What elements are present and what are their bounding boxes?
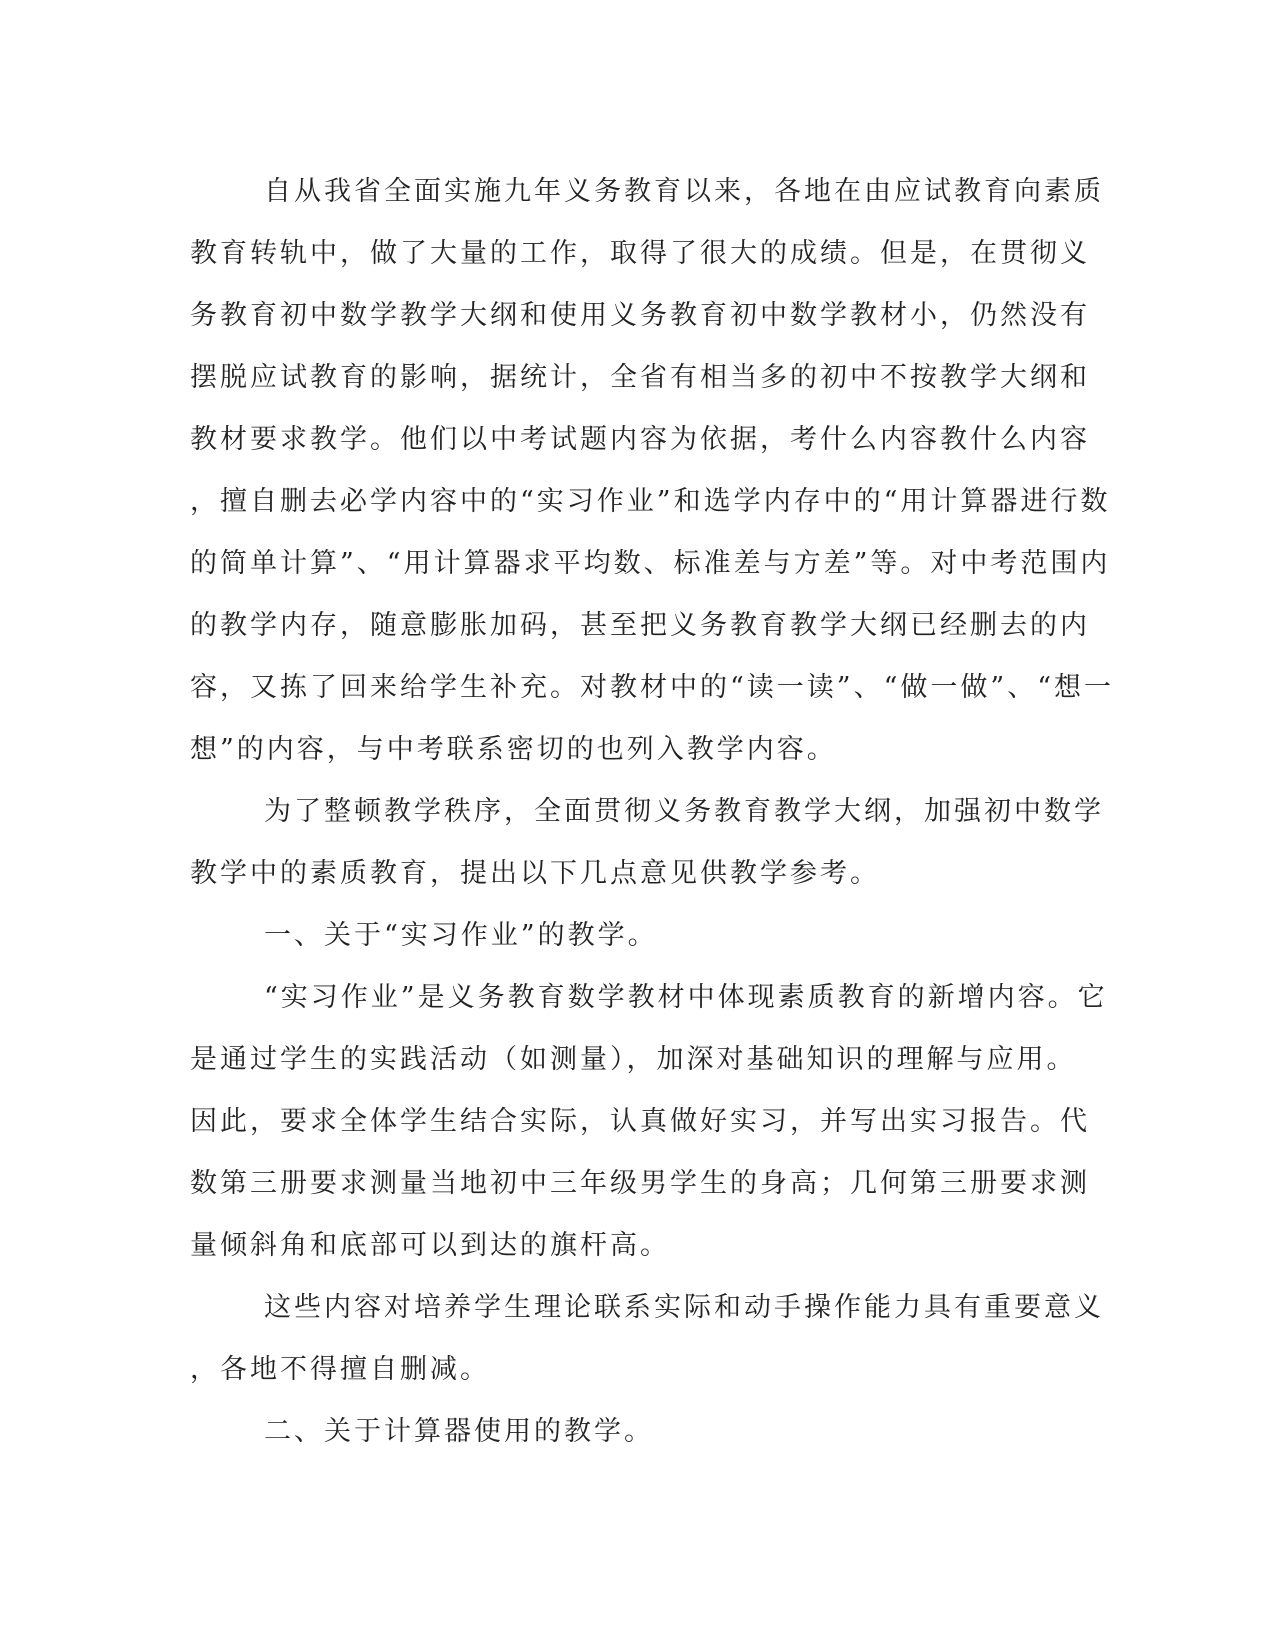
text-line: 教学中的素质教育，提出以下几点意见供教学参考。 bbox=[190, 858, 880, 889]
text-line: 摆脱应试教育的影响，据统计，全省有相当多的初中不按教学大纲和 bbox=[190, 362, 1090, 393]
text-line: 为了整顿教学秩序，全面贯彻义务教育教学大纲，加强初中数学 bbox=[264, 796, 1104, 827]
text-line: 自从我省全面实施九年义务教育以来，各地在由应试教育向素质 bbox=[264, 176, 1104, 207]
text-line: 量倾斜角和底部可以到达的旗杆高。 bbox=[190, 1230, 670, 1261]
document-body bbox=[190, 161, 1115, 1463]
text-line: “实习作业”是义务教育数学教材中体现素质教育的新增内容。它 bbox=[264, 982, 1108, 1013]
text-line: 的教学内存，随意膨胀加码，甚至把义务教育教学大纲已经删去的内 bbox=[190, 610, 1090, 641]
text-line: ，各地不得擅自删减。 bbox=[190, 1354, 490, 1385]
text-line: 因此，要求全体学生结合实际，认真做好实习，并写出实习报告。代 bbox=[190, 1106, 1090, 1137]
text-line: 务教育初中数学教学大纲和使用义务教育初中数学教材小，仍然没有 bbox=[190, 300, 1090, 331]
text-line: 容，又拣了回来给学生补充。对教材中的“读一读”、“做一做”、“想一 bbox=[190, 672, 1115, 703]
text-line: 的简单计算”、“用计算器求平均数、标准差与方差”等。对中考范围内 bbox=[190, 548, 1111, 579]
text-line: 数第三册要求测量当地初中三年级男学生的身高；几何第三册要求测 bbox=[190, 1168, 1090, 1199]
text-line: 想”的内容，与中考联系密切的也列入教学内容。 bbox=[190, 734, 837, 765]
text-line: 是通过学生的实践活动（如测量），加深对基础知识的理解与应用。 bbox=[190, 1044, 1077, 1075]
text-line: 教育转轨中，做了大量的工作，取得了很大的成绩。但是，在贯彻义 bbox=[190, 238, 1090, 269]
text-line: 教材要求教学。他们以中考试题内容为依据，考什么内容教什么内容 bbox=[190, 424, 1090, 455]
text-line: 这些内容对培养学生理论联系实际和动手操作能力具有重要意义 bbox=[264, 1292, 1104, 1323]
text-line: ，擅自删去必学内容中的“实习作业”和选学内存中的“用计算器进行数 bbox=[190, 486, 1111, 517]
section-heading: 二、关于计算器使用的教学。 bbox=[264, 1416, 654, 1447]
section-heading: 一、关于“实习作业”的教学。 bbox=[264, 920, 658, 951]
